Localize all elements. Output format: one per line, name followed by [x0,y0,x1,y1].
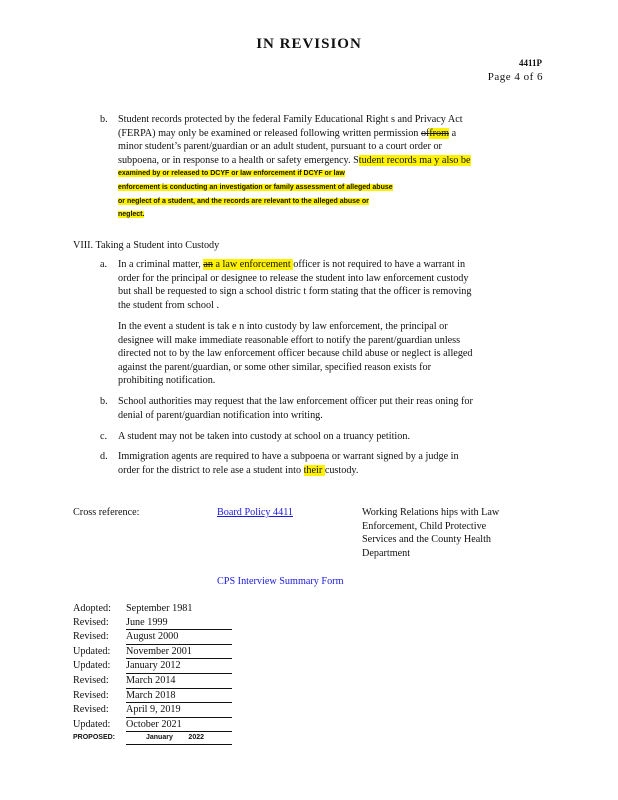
viii-a-line-4: the student from school . [118,299,220,311]
inserted-text-highlight: tudent records ma y also be [358,154,471,166]
viii-a-body [118,258,534,312]
history-row: Updated: November 2001 [73,645,232,660]
history-row: Adopted: September 1981 [73,603,193,614]
document-status-title: IN REVISION [256,36,362,52]
hl-line-7: or neglect of a student, and the records are relevant to the alleged abuse or [118,197,369,205]
viii-a2-line-4: against the parent/guardian, or some other similar, specified reason exists for [118,361,432,373]
history-row: Revised: April 9, 2019 [73,703,232,718]
viii-c-marker: c. [100,431,108,442]
history-row: Updated: October 2021 [73,718,232,733]
page-indicator: Page 4 of 6 [487,71,543,83]
revision-history [73,602,232,745]
history-row-proposed: PROPOSED: January 2022 [73,732,232,745]
inserted-their: their [303,464,325,476]
viii-a2-line-2: designee will make immediate reasonable effort to notify the parent/guardian unless [118,334,461,346]
viii-d-line-2: order for the district to rele ase a student into their custody. [118,464,359,476]
para-b-line-1: Student records protected by the federal Family Educational Right s and Privacy Act [118,114,463,125]
hl-line-6: enforcement is conducting an investigation or family assessment of alleged abuse [118,183,393,191]
viii-a-line-3: but shall be requested to sign a school distric t form stating that the officer is removing [118,286,472,298]
hl-line-8: neglect. [118,211,145,219]
para-b-line-4: subpoena, or in response to a health or safety emergency. Student records ma y also be [118,154,471,166]
struck-text-an: an [203,259,213,270]
viii-b-line-1: School authorities may request that the law enforcement officer put their reas oning for [118,396,473,407]
cps-interview-form-link[interactable]: CPS Interview Summary Form [217,576,344,587]
inserted-law-enforcement: a law enforcement [212,259,294,270]
viii-d-marker: d. [100,451,108,462]
viii-d-body [118,450,518,477]
viii-a-line-2: order for the principal or designee to release the student into law enforcement custody [118,272,469,284]
history-row: Updated: January 2012 [73,659,232,674]
struck-text-from: from [429,127,450,139]
viii-b-body [118,395,534,422]
hl-line-5: examined by or released to DCYF or law enforcement if DCYF or law [118,170,345,178]
board-policy-link[interactable]: Board Policy 4411 [217,507,294,518]
history-row: Revised: June 1999 [73,616,232,631]
cross-reference-description: Working Relations hips with Law Enforcement, Child Protective Services and the County Health Department [362,507,500,559]
viii-a-continued [118,320,534,388]
history-row: Revised: August 2000 [73,630,232,645]
viii-a2-line-1: In the event a student is tak e n into custody by law enforcement, the principal or [118,321,448,332]
viii-a2-line-3: directed not to by the law enforcement officer because child abuse or neglect is alleged [118,348,473,360]
history-row: Revised: March 2018 [73,689,232,704]
viii-a-line-1: In a criminal matter, an a law enforcement officer is not required to have a warrant in [118,259,466,270]
viii-d-line-1: Immigration agents are required to have a subpoena or warrant signed by a judge in [118,451,459,462]
inserted-highlight-block [118,167,542,221]
para-b-body [118,113,542,222]
viii-a-marker: a. [100,259,108,270]
section-viii-heading: VIII. Taking a Student into Custody [73,240,220,251]
viii-b-line-2: denial of parent/guardian notification into writing. [118,409,323,421]
cross-reference-label: Cross reference: [73,507,140,518]
para-b-line-3: minor student’s parent/guardian or an adult student, pursuant to a court order or [118,141,442,153]
para-b-line-2: (FERPA) may only be examined or released following written permission offrom a [118,127,457,139]
viii-b-marker: b. [100,396,108,407]
struck-text-of: of [420,127,430,139]
viii-c-line-1: A student may not be taken into custody at school on a truancy petition. [118,431,410,442]
para-b-marker: b. [100,114,108,125]
history-row: Revised: March 2014 [73,674,232,689]
viii-a2-line-5: prohibiting notification. [118,375,216,387]
document-number: 4411P [518,58,542,68]
